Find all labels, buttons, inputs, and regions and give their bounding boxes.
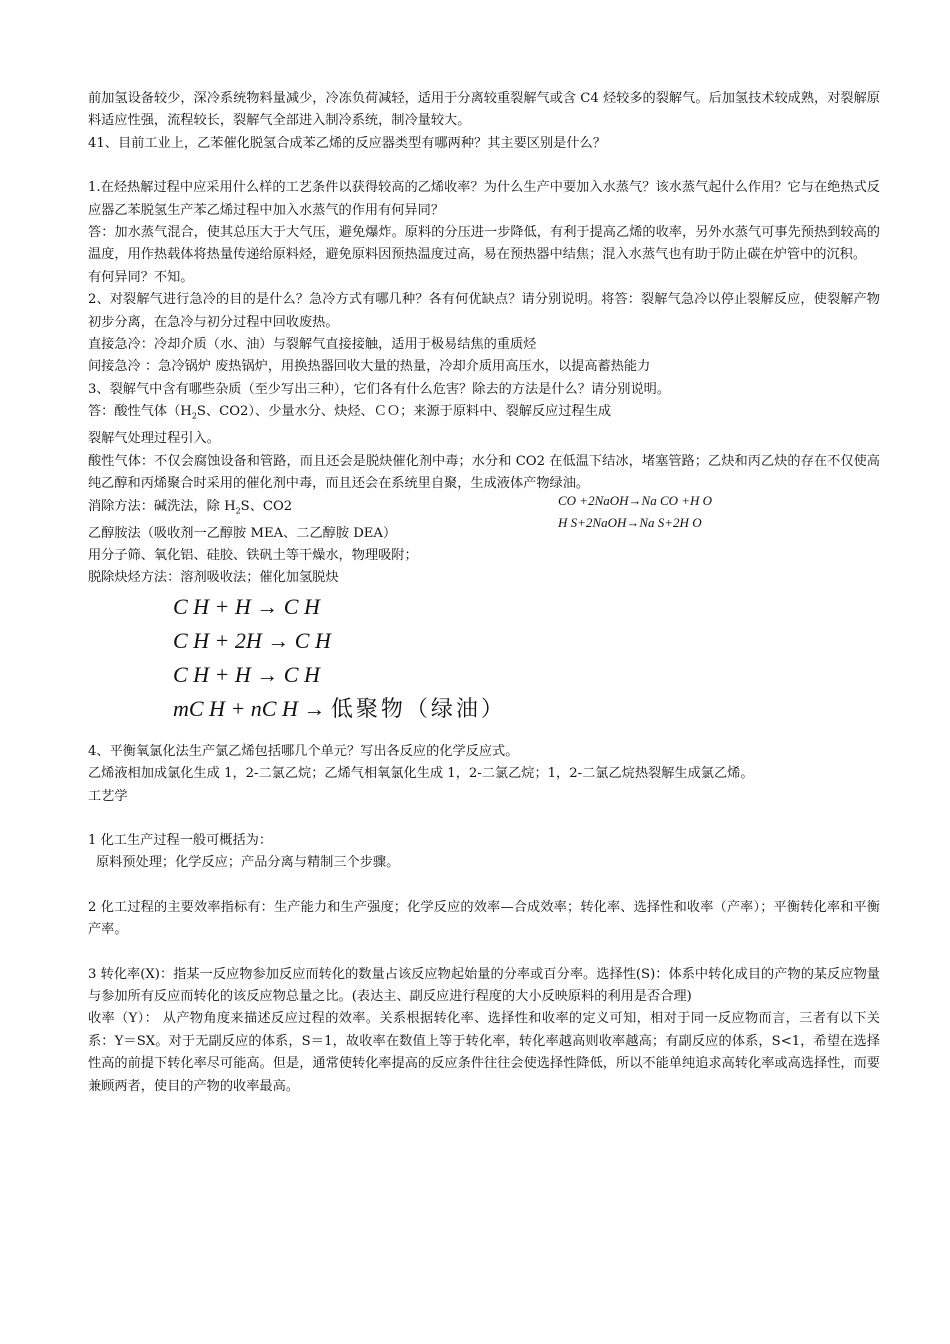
item-3: 3 转化率(X)：指某一反应物参加反应而转化的数量占该反应物起始量的分率或百分率。选择性(S)：体系中转化成目的产物的某反应物量与参加所有反应而转化的该反应物总量之比。(表达主、副反应进行程度的大小反映原料的利用是否合理) xyxy=(88,966,880,1005)
question-2: 2、对裂解气进行急冷的目的是什么？急冷方式有哪几种？各有何优缺点？请分别说明。将答：裂解气急冷以停止裂解反应，使裂解产物初步分离，在急冷与初分过程中回收废热。 xyxy=(88,292,880,330)
question-1: 1.在烃热解过程中应采用什么样的工艺条件以获得较高的乙烯收率？为什么生产中要加入水蒸气？该水蒸气起什么作用？它与在绝热式反应器乙苯脱氢生产苯乙烯过程中加入水蒸气的作用有何异同？ xyxy=(88,180,880,218)
equation-acetylene-h2: C H + H → C H xyxy=(173,593,320,619)
item-1: 1 化工生产过程一般可概括为： xyxy=(88,833,273,849)
equation-ethylene-h2: C H + H → C H xyxy=(173,661,320,687)
spacer xyxy=(88,942,880,964)
question-4: 4、平衡氧氯化法生产氯乙烯包括哪几个单元？写出各反应的化学反应式。 xyxy=(88,743,519,759)
item-1-detail: 原料预处理；化学反应；产品分离与精制三个步骤。 xyxy=(96,855,400,871)
hydrogenation-equations xyxy=(88,590,880,727)
question-3: 3、裂解气中含有哪些杂质（至少写出三种），它们各有什么危害？除去的方法是什么？请分别说明。 xyxy=(88,381,671,397)
answer-1: 答：加水蒸气混合，使其总压大于大气压，避免爆炸。原料的分压进一步降低，有利于提高乙烯的收率，另外水蒸气可事先预热到较高的温度，用作热载体将热量传递给原料烃，避免原料因预热温度过高，易在预热器中结焦；混入水蒸气也有助于防止碳在炉管中的沉积。 xyxy=(88,225,880,263)
equation-co2-naoh: CO +2NaOH→Na CO +H O xyxy=(558,492,713,508)
removal-block xyxy=(88,492,880,590)
removal-alkyne: 脱除炔烃方法：溶剂吸收法；催化加氢脱炔 xyxy=(88,570,339,586)
spacer xyxy=(88,727,880,741)
spacer xyxy=(88,155,880,177)
equation-h2s-naoh: H S+2NaOH→Na S+2H O xyxy=(558,514,702,530)
removal-amine: 乙醇胺法（吸收剂一乙醇胺 MEA、二乙醇胺 DEA） xyxy=(88,525,397,541)
direct-quench: 直接急冷：冷却介质（水、油）与裂解气直接接触，适用于极易结焦的重质烃 xyxy=(88,337,537,353)
removal-alkali: 消除方法：碱洗法，除 $H_2S$、CO2 xyxy=(88,498,293,516)
item-2: 2 化工过程的主要效率指标有：生产能力和生产强度；化学反应的效率—合成效率；转化率、选择性和收率（产率）；平衡转化率和平衡产率。 xyxy=(88,899,880,938)
indirect-quench: 间接急冷 ：急冷锅炉 废热锅炉，用换热器回收大量的热量，冷却介质用高压水，以提高蓄热能力 xyxy=(88,359,651,375)
equation-acetylene-2h2: C H + 2H → C H xyxy=(173,627,331,653)
question-41: 41、目前工业上，乙苯催化脱氢合成苯乙烯的反应器类型有哪两种？其主要区别是什么？ xyxy=(88,135,606,151)
section-title: 工艺学 xyxy=(88,788,128,804)
answer-1-note: 有何异同？不知。 xyxy=(88,269,194,285)
equation-oligomer: mC H + nC H → 低聚物（绿油） xyxy=(173,695,506,722)
spacer xyxy=(88,808,880,830)
answer-3-impurities: 答：酸性气体（$H_2S$、CO2）、少量水分、炔烃、ＣＯ；来源于原料中、裂解反应过程生成 xyxy=(88,404,612,421)
removal-drying: 用分子筛、氧化铝、硅胶、铁矾土等干燥水，物理吸附； xyxy=(88,548,418,563)
paragraph-hydrogenation: 前加氢设备较少，深冷系统物料量减少，冷冻负荷减轻，适用于分离较重裂解气或含 C4 烃较多的裂解气。后加氢技术较成熟，对裂解原料适应性强，流程较长，裂解气全部进入制冷系统，制冷量较大。 xyxy=(88,91,880,129)
answer-3-harm: 酸性气体：不仅会腐蚀设备和管路，而且还会是脱炔催化剂中毒；水分和 CO2 在低温下结冰，堵塞管路；乙炔和丙乙炔的存在不仅使高纯乙醇和丙烯聚合时采用的催化剂中毒，而且还会在系统里自聚，生成液体产物绿油。 xyxy=(88,453,880,492)
spacer xyxy=(88,875,880,897)
document-page xyxy=(88,88,880,1098)
answer-4: 乙烯液相加成氯化生成 1，2-二氯乙烷；乙烯气相氧氯化生成 1，2-二氯乙烷；1，2-二氯乙烷热裂解生成氯乙烯。 xyxy=(88,766,754,782)
item-3-yield: 收率（Y）： 从产物角度来描述反应过程的效率。关系根据转化率、选择性和收率的定义可知，相对于同一反应物而言，三者有以下关系：Y＝SX。对于无副反应的体系，S＝1，故收率在数值上等于转化率，转化率越高则收率越高；有副反应的体系，S<1，希望在选择性高的前提下转化率尽可能高。但是，通常使转化率提高的反应条件往往会使选择性降低，所以不能单纯追求高转化率或高选择性，而要兼顾两者，使目的产物的收率最高。 xyxy=(88,1011,880,1094)
answer-3-source: 裂解气处理过程引入。 xyxy=(88,431,220,447)
